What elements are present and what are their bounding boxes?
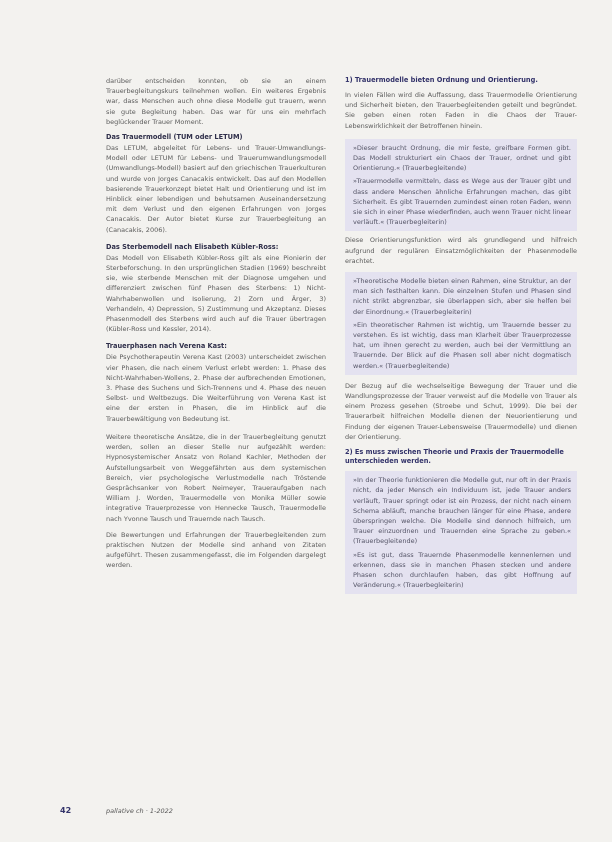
- bezug-paragraph: Der Bezug auf die wechselseitige Bewegung der Trauer und die Wandlungsprozesse der Trauer verweist auf die Modelle von Trauer als einem Prozess gesehen (Stroebe und Schut, 1999). Die bei der Trauerarbeit hilfreichen Modelle dienen der Neuorientierung und Findung der eigenen Trauer-Lebensweise (Trauermodelle) und dienen der Orientierung.: [345, 381, 577, 441]
- footer-publication-title: pallative ch · 1-2022: [106, 807, 173, 815]
- bewertungen-paragraph: Die Bewertungen und Erfahrungen der Trauerbegleitenden zum praktischen Nutzen der Modelle sind anhand von Zitaten aufgeführt. Thesen zusammengefasst, die im Folgenden dargelegt werden.: [106, 530, 326, 570]
- quote-text: »Es ist gut, dass Trauernde Phasenmodelle kennenlernen und erkennen, dass sie in manchen Phasen stecken und andere Phasen schon durchlaufen haben, das gibt Hoffnung auf Veränderung.« (Trauerbegleiterin): [353, 550, 571, 590]
- quote-text: »Theoretische Modelle bieten einen Rahmen, eine Struktur, an der man sich festhalten kann. Die einzelnen Stufen und Phasen sind nicht strikt abgrenzbar, sie überlappen sich, aber sie helfen bei der Einordnung.« (Trauerbegleiterin): [353, 277, 571, 316]
- intro-paragraph: darüber entscheiden konnten, ob sie an einem Trauerbegleitungskurs teilnehmen wollen. Ein weiteres Ergebnis war, dass Menschen auch ohne diese Modelle gut trauern, wenn sie gute Begleitung haben. Das war für uns ein mehrfach beglückender Trauer Moment.: [106, 77, 326, 126]
- tum-paragraph: Das LETUM, abgeleitet für Lebens- und Trauer-Umwandlungs-Modell oder LETUM für Lebens- und Trauerumwandlungsmodell (Umwandlungs-Modell) basiert auf den griechischen Trauerkulturen und wurde von Jorges Canacakis entwickelt. Das auf den Modellen basierende Trauerkonzept bietet Halt und Orientierung und ist im Hinblick einer lebendigen und behutsamen Auseinandersetzung mit dem Verlust und den eigenen Erfahrungen von Jorges Canacakis. Der Autor bietet Kurse zur Trauerbegleitung an (Canacakis, 2006).: [106, 144, 326, 234]
- quote-box-2: [345, 272, 577, 375]
- sterbe-paragraph: Das Modell von Elisabeth Kübler-Ross gilt als eine Pionierin der Sterbeforschung. In den ursprünglichen Stadien (1969) beschreibt sie, wie sterbende Menschen mit der Diagnose umgehen und differenziert zwischen fünf Phasen des Sterbens: 1) Nicht-Wahrhabenwollen und Isolierung, 2) Zorn und Ärger, 3) Verhandeln, 4) Depression, 5) Zustimmung und Akzeptanz. Dieses Phasenmodell des Sterbens wird auch auf die Trauer übertragen (Kübler-Ross und Kessler, 2014).: [106, 253, 326, 334]
- quote-box-3: [345, 471, 577, 594]
- quote-text: »Ein theoretischer Rahmen ist wichtig, um Trauernde besser zu verstehen. Es ist wichtig, dass man Klarheit über Trauerprozesse hat, um ihnen gerecht zu werden, auch bei der Vermittlung an Trauernde. Der Blick auf die Phasen soll aber nicht dogmatisch werden.« (Trauerbegleitende): [353, 320, 571, 370]
- right-column: [345, 76, 577, 594]
- quote-box-1: [345, 139, 577, 232]
- ordnung-heading: 1) Trauermodelle bieten Ordnung und Orientierung.: [345, 76, 538, 84]
- left-column: [106, 76, 326, 571]
- page-number: 42: [60, 806, 72, 815]
- kast-paragraph: Die Psychotherapeutin Verena Kast (2003) unterscheidet zwischen vier Phasen, die nach einem Verlust erlebt werden: 1. Phase des Nicht-Wahrhaben-Wollens, 2. Phase der aufbrechenden Emotionen, 3. Phase des Suchens und Sich-Trennens und 4. Phase des neuen Selbst- und Weltbezugs. Die Weiterführung von Verena Kast ist eine der ersten in Phasen, die im Hinblick auf die Trauerbewältigung von Bedeutung ist.: [106, 353, 326, 423]
- sterbe-heading: Das Sterbemodell nach Elisabeth Kübler-Ross:: [106, 242, 279, 251]
- quote-text: »In der Theorie funktionieren die Modelle gut, nur oft in der Praxis nicht, da jeder Mensch ein Individuum ist, jede Trauer anders verläuft, Trauer springt oder ist ein Prozess, der nicht nach einem Schema abläuft, manche brauchen länger für eine Phase, andere überspringen welche. Die Modelle sind dennoch hilfreich, um Trauer einzuordnen und Trauernden eine Sprache zu geben.« (Trauerbegleitende): [353, 476, 571, 546]
- tum-heading: Das Trauermodell (TUM oder LETUM): [106, 133, 243, 142]
- ordnung-paragraph: In vielen Fällen wird die Auffassung, dass Trauermodelle Orientierung und Sicherheit bieten, den Trauerbegleitenden geteilt und begründet. Sie geben einen roten Faden in die Chaos der Trauer-Lebenswirklichkeit der Betroffenen hinein.: [345, 91, 577, 130]
- kast-heading: Trauerphasen nach Verena Kast:: [106, 342, 227, 351]
- orientierung-paragraph: Diese Orientierungsfunktion wird als grundlegend und hilfreich aufgrund der regulären Einsatzmöglichkeiten der Phasenmodelle erachtet.: [345, 236, 577, 265]
- quote-text: »Dieser braucht Ordnung, die mir feste, greifbare Formen gibt. Das Modell strukturiert ein Chaos der Trauer, ordnet und gibt Orientierung.« (Trauerbegleitende): [353, 143, 571, 173]
- praxis-heading: 2) Es muss zwischen Theorie und Praxis der Trauermodelle unterschieden werden.: [345, 448, 564, 466]
- quote-text: »Trauermodelle vermitteln, dass es Wege aus der Trauer gibt und dass andere Menschen ähnliche Erfahrungen machen, das gibt Sicherheit. Es gibt Trauernden zumindest einen roten Faden, wenn sie sich in einer Phase wiederfinden, auch wenn Trauer nicht linear verläuft.« (Trauerbegleiterin): [353, 177, 571, 227]
- weitere-paragraph: Weitere theoretische Ansätze, die in der Trauerbegleitung genutzt werden, sollen an dieser Stelle nur aufgezählt werden: Hypnosystemischer Ansatz von Roland Kachler, Methoden der Aufstellungsarbeit von Weggefährten aus dem systemischen Bereich, vier psychologische Verlustmodelle nach Tröstende Gesprächsanker von Robert Neimeyer, Traueraufgaben nach William J. Worden, Trauermodelle von Monika Müller sowie integrative Trauerprozesse von Hennecke Tausch, Trauermodelle nach Yvonne Tausch und Trauernde nach Tausch.: [106, 432, 326, 523]
